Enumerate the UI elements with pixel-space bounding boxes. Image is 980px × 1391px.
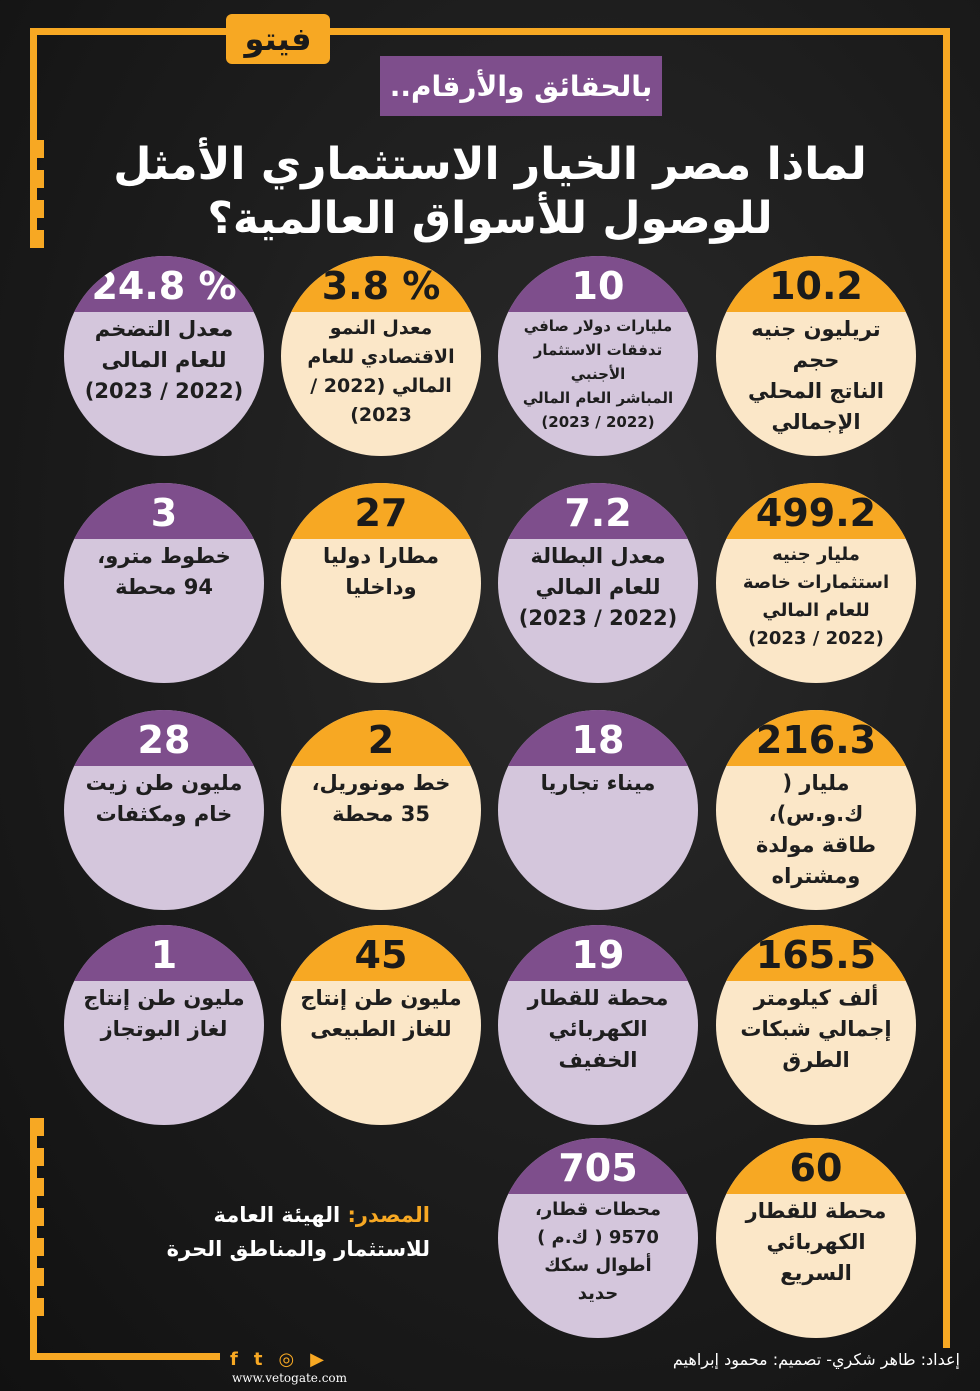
- fact-card: [64, 483, 264, 683]
- fact-value: 28: [64, 710, 264, 766]
- fact-card: [498, 256, 698, 456]
- fact-value: 165.5: [716, 925, 916, 981]
- fact-text: تريليون جنيه حجم الناتج المحلي الإجمالي: [748, 317, 884, 434]
- kicker-label: بالحقائق والأرقام..: [380, 56, 662, 116]
- credits-line: إعداد: طاهر شكري- تصميم: محمود إبراهيم: [672, 1350, 960, 1369]
- fact-text: مليون طن إنتاج للغاز الطبيعى: [300, 986, 462, 1041]
- fact-text: معدل التضخم للعام المالى (2022 / 2023): [84, 317, 244, 403]
- fact-card: [64, 256, 264, 456]
- fact-text: خط مونوريل، 35 محطة: [311, 771, 451, 826]
- left-stripes-bottom: [30, 1118, 44, 1316]
- fact-card: [281, 925, 481, 1125]
- fact-value: 7.2: [498, 483, 698, 539]
- fact-value: 45: [281, 925, 481, 981]
- left-stripes-top: [30, 140, 44, 248]
- fact-value: 24.8 %: [64, 256, 264, 312]
- frame-top-line-right: [330, 28, 950, 35]
- fact-value: 27: [281, 483, 481, 539]
- fact-card: [281, 710, 481, 910]
- fact-value: 19: [498, 925, 698, 981]
- fact-card: [281, 483, 481, 683]
- fact-card: [716, 1138, 916, 1338]
- fact-text: مليارات دولار صافي تدفقات الاستثمار الأجنبي المباشر العام المالي (2022 / 2023): [522, 317, 674, 431]
- fact-card: [716, 256, 916, 456]
- fact-text: محطات قطار، 9570 ( ك.م ) أطوال سكك حديد: [534, 1199, 662, 1304]
- fact-text: مليار جنيه استثمارات خاصة للعام المالي (2022 / 2023): [742, 544, 890, 649]
- source-note: [120, 1198, 430, 1266]
- fact-card: [716, 483, 916, 683]
- fact-value: 3.8 %: [281, 256, 481, 312]
- twitter-icon[interactable]: t: [253, 1349, 263, 1370]
- fact-card: [716, 710, 916, 910]
- fact-value: 499.2: [716, 483, 916, 539]
- fact-text: مليون طن إنتاج لغاز البوتجاز: [83, 986, 245, 1041]
- fact-text: ألف كيلومتر إجمالي شبكات الطرق: [740, 986, 892, 1072]
- page-title: لماذا مصر الخيار الاستثماري الأمثل للوصول للأسواق العالمية؟: [113, 139, 867, 244]
- fact-value: 10.2: [716, 256, 916, 312]
- fact-value: 3: [64, 483, 264, 539]
- fact-card: [498, 483, 698, 683]
- fact-value: 705: [498, 1138, 698, 1194]
- fact-text: معدل النمو الاقتصادي للعام المالي (2022 / 2023): [307, 317, 455, 426]
- youtube-icon[interactable]: ▶: [310, 1349, 325, 1370]
- fact-card: [498, 710, 698, 910]
- fact-card: [498, 925, 698, 1125]
- fact-value: 18: [498, 710, 698, 766]
- frame-bottom-line: [30, 1353, 220, 1360]
- website-link[interactable]: www.vetogate.com: [232, 1371, 348, 1385]
- source-label: المصدر:: [347, 1203, 430, 1227]
- fact-card: [64, 925, 264, 1125]
- social-icons: [230, 1349, 360, 1370]
- fact-text: خطوط مترو، 94 محطة: [97, 544, 231, 599]
- brand-logo: فيتو: [226, 14, 330, 64]
- fact-text: مطارا دوليا وداخليا: [322, 544, 440, 599]
- fact-value: 10: [498, 256, 698, 312]
- fact-text: محطة للقطار الكهربائي الخفيف: [527, 986, 669, 1072]
- fact-text: مليون طن زيت خام ومكثفات: [85, 771, 243, 826]
- fact-text: معدل البطالة للعام المالي (2022 / 2023): [518, 544, 678, 630]
- fact-card: [281, 256, 481, 456]
- frame-right-line: [943, 28, 950, 1348]
- fact-text: ميناء تجاريا: [540, 771, 656, 795]
- fact-card: [498, 1138, 698, 1338]
- fact-text: محطة للقطار الكهربائي السريع: [745, 1199, 887, 1285]
- fact-text: مليار ( ك.و.س)، طاقة مولدة ومشتراه: [755, 771, 877, 888]
- fact-card: [64, 710, 264, 910]
- facebook-icon[interactable]: f: [230, 1349, 238, 1370]
- fact-value: 2: [281, 710, 481, 766]
- frame-top-line: [30, 28, 226, 35]
- fact-value: 216.3: [716, 710, 916, 766]
- fact-value: 1: [64, 925, 264, 981]
- source-text: الهيئة العامة للاستثمار والمناطق الحرة: [166, 1203, 430, 1261]
- instagram-icon[interactable]: ◎: [278, 1349, 295, 1370]
- fact-value: 60: [716, 1138, 916, 1194]
- fact-card: [716, 925, 916, 1125]
